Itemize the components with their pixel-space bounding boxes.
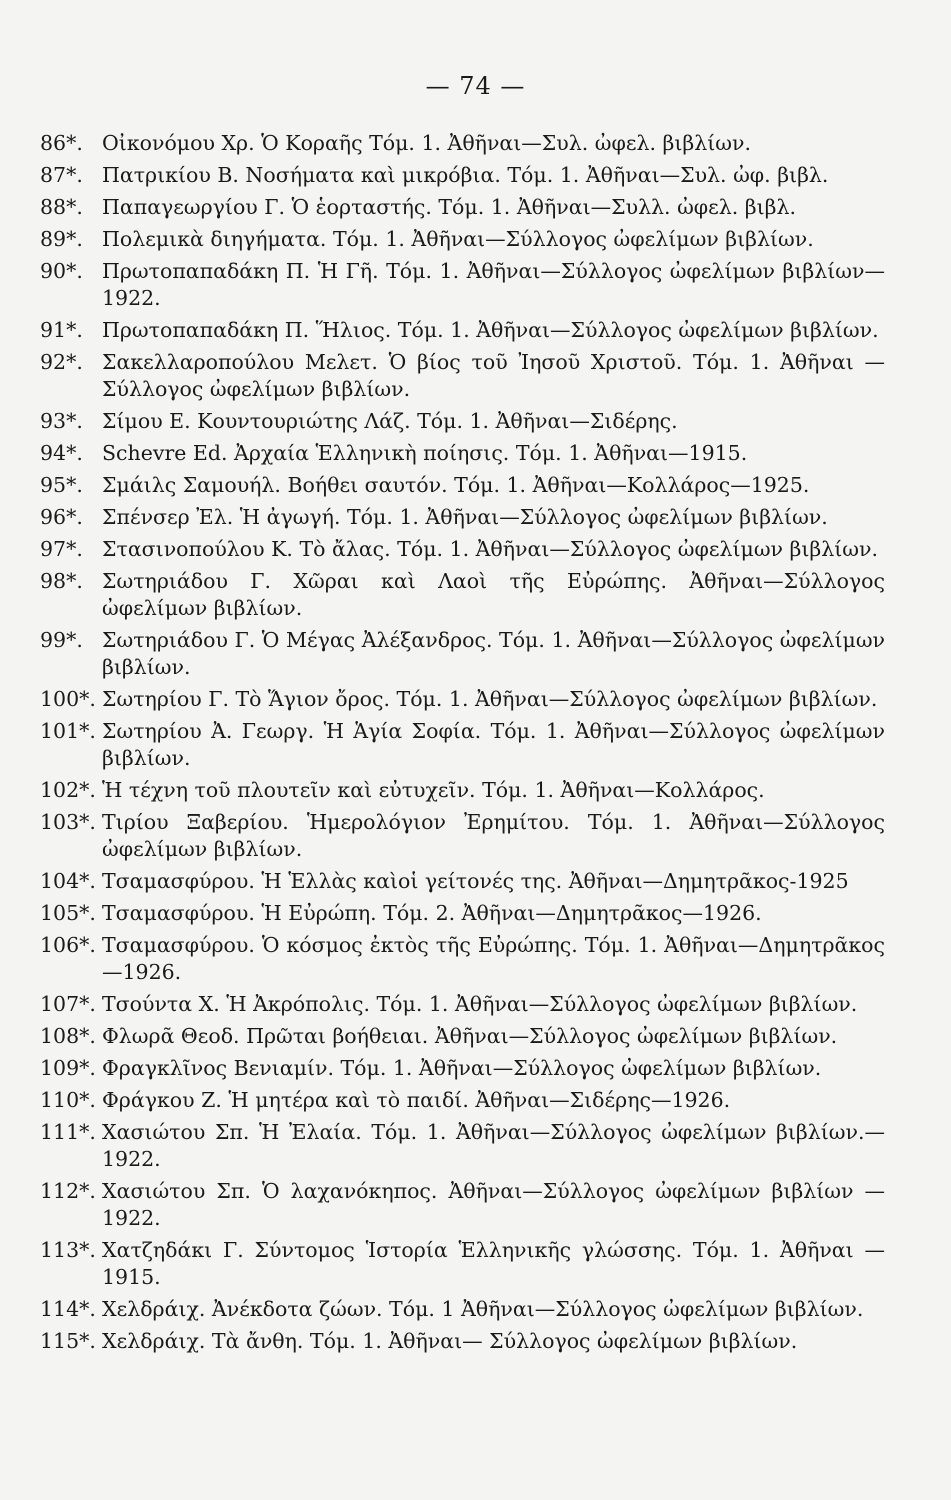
list-item	[40, 130, 885, 157]
entry-number: 108*.	[40, 1024, 96, 1048]
entry-number: 104*.	[40, 869, 96, 893]
entry-text: Πολεμικὰ διηγήματα. Τόμ. 1. Ἀθῆναι—Σύλλογος ὠφελίμων βιβλίων.	[102, 227, 814, 251]
list-item	[40, 1055, 885, 1082]
entry-number: 94*.	[40, 441, 83, 465]
entry-text: Σίμου Ε. Κουντουριώτης Λάζ. Τόμ. 1. Ἀθῆναι—Σιδέρης.	[102, 409, 678, 433]
list-item	[40, 536, 885, 563]
entry-text: Φράγκου Ζ. Ἡ μητέρα καὶ τὸ παιδί. Ἀθῆναι—Σιδέρης—1926.	[102, 1088, 731, 1112]
entry-text: Χατζηδάκι Γ. Σύντομος Ἱστορία Ἑλληνικῆς γλώσσης. Τόμ. 1. Ἀθῆναι —1915.	[102, 1238, 885, 1289]
list-item	[40, 472, 885, 499]
list-item	[40, 1087, 885, 1114]
entry-number: 92*.	[40, 350, 83, 374]
entry-number: 103*.	[40, 810, 96, 834]
entry-number: 109*.	[40, 1056, 96, 1080]
entry-text: Πρωτοπαπαδάκη Π. Ἡ Γῆ. Τόμ. 1. Ἀθῆναι—Σύλλογος ὠφελίμων βιβλίων—1922.	[102, 259, 885, 310]
entry-text: Φλωρᾶ Θεοδ. Πρῶται βοήθειαι. Ἀθῆναι—Σύλλογος ὠφελίμων βιβλίων.	[102, 1024, 838, 1048]
entry-number: 98*.	[40, 569, 83, 593]
entry-text: Χελδράιχ. Ἀνέκδοτα ζώων. Τόμ. 1 Ἀθῆναι—Σύλλογος ὠφελίμων βιβλίων.	[102, 1297, 864, 1321]
list-item	[40, 1119, 885, 1173]
entry-number: 86*.	[40, 131, 83, 155]
entry-text: Σωτηριάδου Γ. Ὁ Μέγας Ἀλέξανδρος. Τόμ. 1. Ἀθῆναι—Σύλλογος ὠφελίμων βιβλίων.	[102, 628, 885, 679]
entry-number: 99*.	[40, 628, 83, 652]
entry-number: 102*.	[40, 778, 96, 802]
entry-text: Πατρικίου Β. Νοσήματα καὶ μικρόβια. Τόμ. 1. Ἀθῆναι—Συλ. ὠφ. βιβλ.	[102, 163, 829, 187]
entry-text: Παπαγεωργίου Γ. Ὁ ἑορταστής. Τόμ. 1. Ἀθῆναι—Συλλ. ὠφελ. βιβλ.	[102, 195, 797, 219]
list-item	[40, 408, 885, 435]
entry-number: 100*.	[40, 687, 96, 711]
entry-number: 111*.	[40, 1120, 96, 1144]
list-item	[40, 1296, 885, 1323]
entry-text: Σακελλαροπούλου Μελετ. Ὁ βίος τοῦ Ἰησοῦ Χριστοῦ. Τόμ. 1. Ἀθῆναι —Σύλλογος ὠφελίμων βιβλίων.	[102, 350, 885, 401]
entry-number: 93*.	[40, 409, 83, 433]
entry-number: 90*.	[40, 259, 83, 283]
entry-text: Στασινοπούλου Κ. Τὸ ἄλας. Τόμ. 1. Ἀθῆναι—Σύλλογος ὠφελίμων βιβλίων.	[102, 537, 878, 561]
list-item	[40, 686, 885, 713]
list-item	[40, 194, 885, 221]
entry-number: 95*.	[40, 473, 83, 497]
page-number: — 74 —	[425, 72, 526, 100]
entry-number: 115*.	[40, 1329, 96, 1353]
entry-number: 106*.	[40, 933, 96, 957]
list-item	[40, 568, 885, 622]
entry-text: Τσαμασφύρου. Ἡ Εὐρώπη. Τόμ. 2. Ἀθῆναι—Δημητρᾶκος—1926.	[102, 901, 762, 925]
entry-text: Χασιώτου Σπ. Ἡ Ἐλαία. Τόμ. 1. Ἀθῆναι—Σύλλογος ὠφελίμων βιβλίων.—1922.	[102, 1120, 885, 1171]
entry-text: Σωτηρίου Γ. Τὸ Ἅγιον ὄρος. Τόμ. 1. Ἀθῆναι—Σύλλογος ὠφελίμων βιβλίων.	[102, 687, 878, 711]
list-item	[40, 317, 885, 344]
list-item	[40, 627, 885, 681]
entry-number: 89*.	[40, 227, 83, 251]
list-item	[40, 777, 885, 804]
list-item	[40, 1328, 885, 1355]
list-item	[40, 868, 885, 895]
entry-number: 112*.	[40, 1179, 96, 1203]
bibliography-list	[40, 130, 885, 1360]
entry-text: Πρωτοπαπαδάκη Π. Ἥλιος. Τόμ. 1. Ἀθῆναι—Σύλλογος ὠφελίμων βιβλίων.	[102, 318, 879, 342]
entry-number: 91*.	[40, 318, 83, 342]
list-item	[40, 504, 885, 531]
entry-text: Τσαμασφύρου. Ὁ κόσμος ἐκτὸς τῆς Εὐρώπης. Τόμ. 1. Ἀθῆναι—Δημητρᾶκος—1926.	[102, 933, 885, 984]
entry-number: 97*.	[40, 537, 83, 561]
entry-number: 88*.	[40, 195, 83, 219]
list-item	[40, 900, 885, 927]
entry-text: Οἰκονόμου Χρ. Ὁ Κοραῆς Τόμ. 1. Ἀθῆναι—Συλ. ὠφελ. βιβλίων.	[102, 131, 751, 155]
entry-number: 110*.	[40, 1088, 96, 1112]
entry-number: 96*.	[40, 505, 83, 529]
entry-number: 114*.	[40, 1297, 96, 1321]
entry-text: Σωτηρίου Ἀ. Γεωργ. Ἡ Ἁγία Σοφία. Τόμ. 1. Ἀθῆναι—Σύλλογος ὠφελίμων βιβλίων.	[102, 719, 885, 770]
entry-number: 105*.	[40, 901, 96, 925]
entry-number: 107*.	[40, 992, 96, 1016]
list-item	[40, 809, 885, 863]
entry-text: Σμάιλς Σαμουήλ. Βοήθει σαυτόν. Τόμ. 1. Ἀθῆναι—Κολλάρος—1925.	[102, 473, 810, 497]
list-item	[40, 1023, 885, 1050]
entry-number: 87*.	[40, 163, 83, 187]
entry-text: Χελδράιχ. Τὰ ἄνθη. Τόμ. 1. Ἀθῆναι— Σύλλογος ὠφελίμων βιβλίων.	[102, 1329, 798, 1353]
entry-text: Φραγκλῖνος Βενιαμίν. Τόμ. 1. Ἀθῆναι—Σύλλογος ὠφελίμων βιβλίων.	[102, 1056, 822, 1080]
entry-text: Τιρίου Ξαβερίου. Ἡμερολόγιον Ἐρημίτου. Τόμ. 1. Ἀθῆναι—Σύλλογος ὠφελίμων βιβλίων.	[102, 810, 885, 861]
entry-number: 113*.	[40, 1238, 96, 1262]
entry-text: Σωτηριάδου Γ. Χῶραι καὶ Λαοὶ τῆς Εὐρώπης. Ἀθῆναι—Σύλλογος ὠφελίμων βιβλίων.	[102, 569, 885, 620]
list-item	[40, 349, 885, 403]
list-item	[40, 991, 885, 1018]
list-item	[40, 440, 885, 467]
entry-text: Ἡ τέχνη τοῦ πλουτεῖν καὶ εὐτυχεῖν. Τόμ. 1. Ἀθῆναι—Κολλάρος.	[102, 778, 765, 802]
list-item	[40, 258, 885, 312]
list-item	[40, 932, 885, 986]
entry-text: Σπένσερ Ἐλ. Ἡ ἀγωγή. Τόμ. 1. Ἀθῆναι—Σύλλογος ὠφελίμων βιβλίων.	[102, 505, 828, 529]
entry-number: 101*.	[40, 719, 96, 743]
list-item	[40, 162, 885, 189]
entry-text: Τσαμασφύρου. Ἡ Ἑλλὰς καὶοἱ γείτονές της. Ἀθῆναι—Δημητρᾶκος-1925	[102, 869, 849, 893]
entry-text: Schevre Ed. Ἀρχαία Ἑλληνικὴ ποίησις. Τόμ. 1. Ἀθῆναι—1915.	[102, 441, 748, 465]
entry-text: Χασιώτου Σπ. Ὁ λαχανόκηπος. Ἀθῆναι—Σύλλογος ὠφελίμων βιβλίων —1922.	[102, 1179, 885, 1230]
list-item	[40, 1178, 885, 1232]
list-item	[40, 226, 885, 253]
list-item	[40, 718, 885, 772]
entry-text: Τσούντα Χ. Ἡ Ἀκρόπολις. Τόμ. 1. Ἀθῆναι—Σύλλογος ὠφελίμων βιβλίων.	[102, 992, 858, 1016]
list-item	[40, 1237, 885, 1291]
